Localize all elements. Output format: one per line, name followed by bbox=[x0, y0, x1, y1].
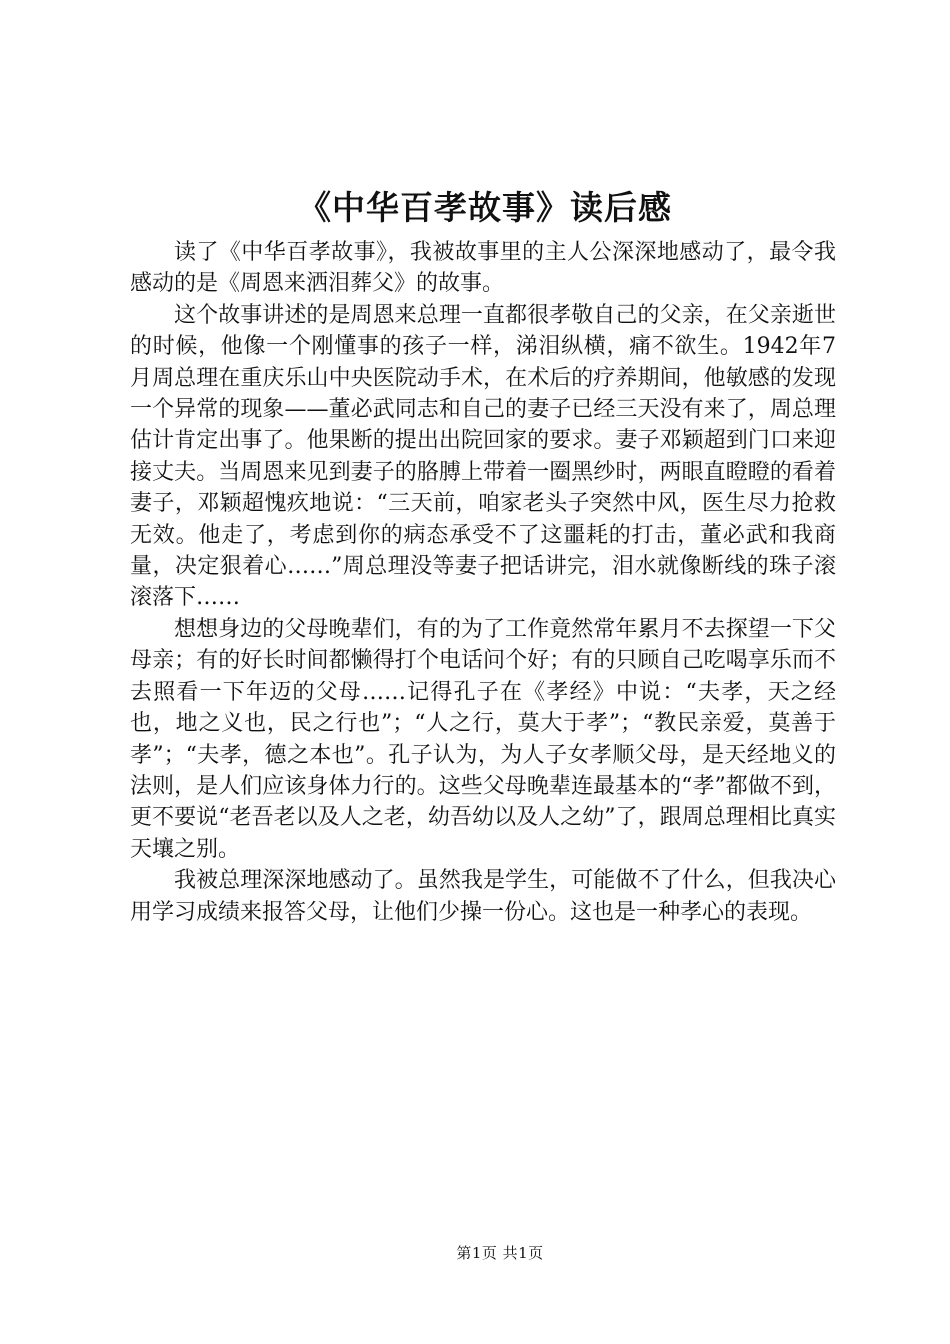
paragraph-3: 想想身边的父母晚辈们，有的为了工作竟然常年累月不去探望一下父母亲；有的好长时间都懒得打个电话问个好；有的只顾自己吃喝享乐而不去照看一下年迈的父母……记得孔子在《孝经》中说：“夫孝，天之经也，地之义也，民之行也”；“人之行，莫大于孝”；“教民亲爱，莫善于孝”；“夫孝，德之本也”。孔子认为，为人子女孝顺父母，是天经地义的法则，是人们应该身体力行的。这些父母晚辈连最基本的“孝”都做不到，更不要说“老吾老以及人之老，幼吾幼以及人之幼”了，跟周总理相比真实天壤之别。 bbox=[130, 616, 836, 862]
document-body bbox=[130, 237, 836, 928]
document-title: 《中华百孝故事》读后感 bbox=[298, 188, 672, 227]
page-number-footer: 第1页 共1页 bbox=[456, 1244, 544, 1262]
paragraph-1: 读了《中华百孝故事》，我被故事里的主人公深深地感动了，最令我感动的是《周恩来洒泪葬父》的故事。 bbox=[130, 240, 836, 297]
paragraph-4: 我被总理深深地感动了。虽然我是学生，可能做不了什么，但我决心用学习成绩来报答父母，让他们少操一份心。这也是一种孝心的表现。 bbox=[130, 868, 836, 925]
paragraph-2: 这个故事讲述的是周恩来总理一直都很孝敬自己的父亲，在父亲逝世的时候，他像一个刚懂事的孩子一样，涕泪纵横，痛不欲生。1942年7月周总理在重庆乐山中央医院动手术，在术后的疗养期间，他敏感的发现一个异常的现象——董必武同志和自己的妻子已经三天没有来了，周总理估计肯定出事了。他果断的提出出院回家的要求。妻子邓颖超到门口来迎接丈夫。当周恩来见到妻子的胳膊上带着一圈黑纱时，两眼直瞪瞪的看着妻子，邓颖超愧疚地说：“三天前，咱家老头子突然中风，医生尽力抢救无效。他走了，考虑到你的病态承受不了这噩耗的打击，董必武和我商量，决定狠着心……”周总理没等妻子把话讲完，泪水就像断线的珠子滚滚落下…… bbox=[130, 302, 836, 611]
